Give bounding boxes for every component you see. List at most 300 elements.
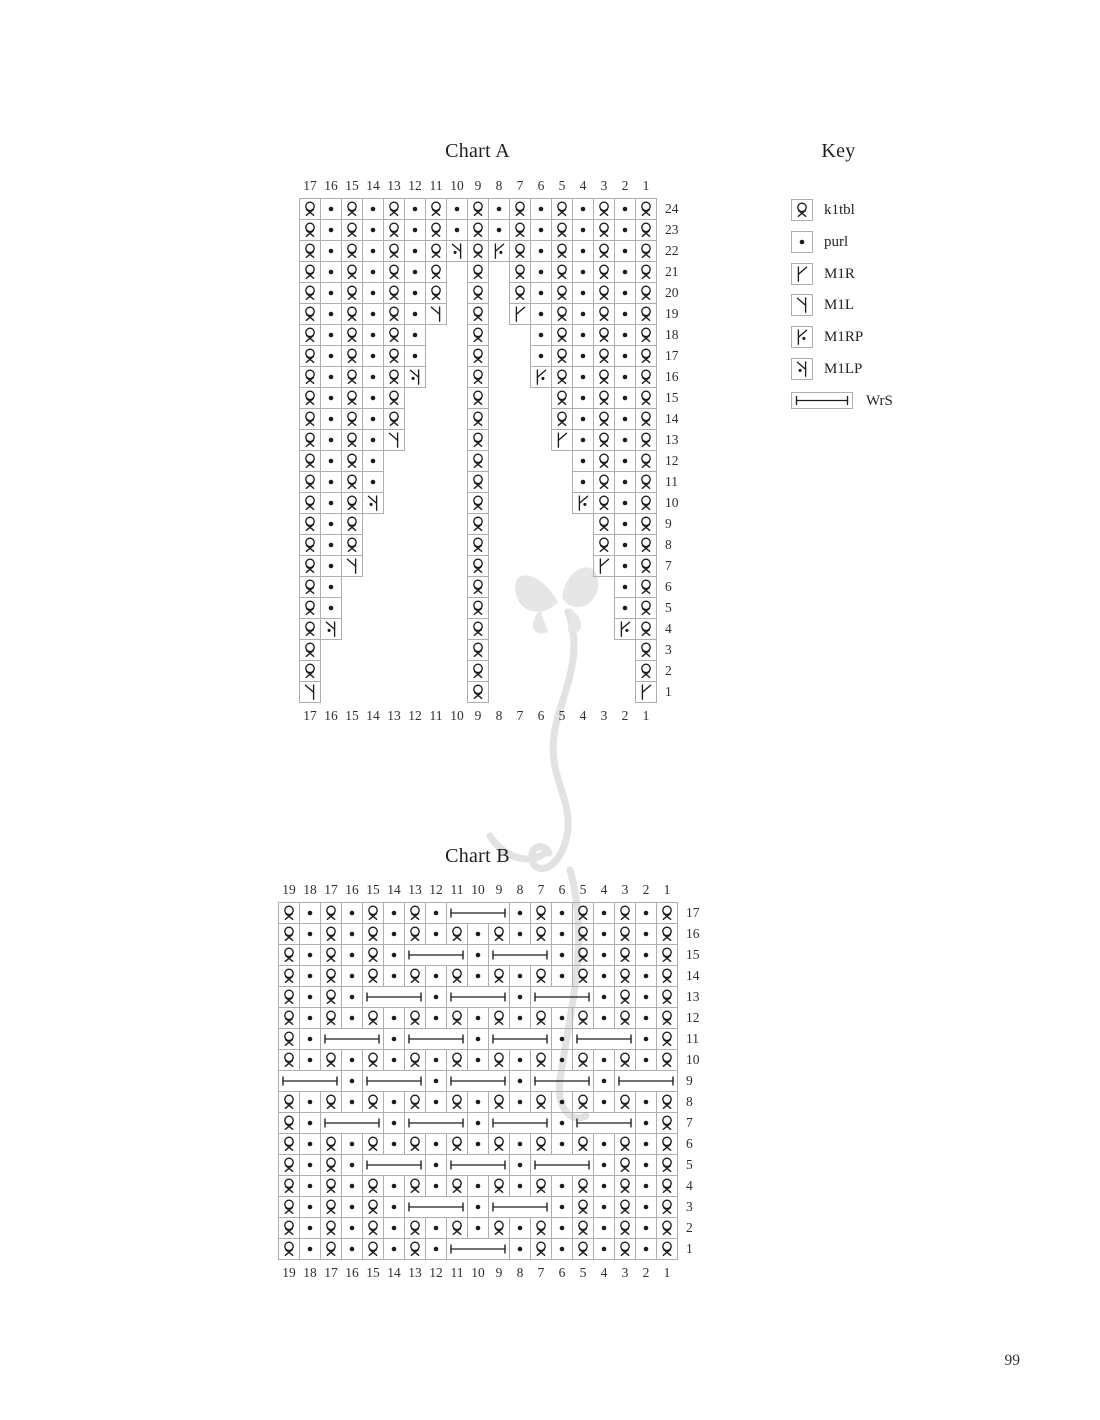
purl-icon <box>573 325 593 345</box>
purl-icon <box>342 1239 362 1259</box>
wrs-icon <box>363 987 425 1007</box>
cell-k1tbl <box>530 1238 552 1260</box>
m1r-icon <box>792 264 812 284</box>
cell-k1tbl <box>299 219 321 241</box>
cell-purl <box>551 902 573 924</box>
cell-k1tbl <box>467 282 489 304</box>
cell-k1tbl <box>488 1049 510 1071</box>
wrs-icon <box>489 945 551 965</box>
cell-wrs <box>362 986 426 1008</box>
k1tbl-icon <box>342 430 362 450</box>
purl-icon <box>636 1155 656 1175</box>
cell-k1tbl <box>446 1217 468 1239</box>
k1tbl-icon <box>342 325 362 345</box>
purl-icon <box>552 1113 572 1133</box>
cell-k1tbl <box>635 219 657 241</box>
cell-k1tbl <box>383 387 405 409</box>
purl-icon <box>636 1113 656 1133</box>
purl-icon <box>615 283 635 303</box>
k1tbl-icon <box>531 1092 551 1112</box>
cell-purl <box>341 1049 363 1071</box>
k1tbl-icon <box>468 409 488 429</box>
col-label: 14 <box>387 882 401 897</box>
k1tbl-icon <box>279 1134 299 1154</box>
cell-purl <box>362 450 384 472</box>
k1tbl-icon <box>573 1218 593 1238</box>
cell-k1tbl <box>362 1091 384 1113</box>
k1tbl-icon <box>489 924 509 944</box>
cell-k1tbl <box>404 923 426 945</box>
cell-purl <box>320 471 342 493</box>
cell-purl <box>572 345 594 367</box>
k1tbl-icon <box>636 409 656 429</box>
cell-k1tbl <box>278 1238 300 1260</box>
key-symbol-box <box>791 358 813 380</box>
k1tbl-icon <box>573 1176 593 1196</box>
cell-k1tbl <box>614 1049 636 1071</box>
cell-k1tbl <box>299 639 321 661</box>
cell-m1rp <box>488 240 510 262</box>
cell-k1tbl <box>278 944 300 966</box>
k1tbl-icon <box>510 199 530 219</box>
cell-k1tbl <box>278 923 300 945</box>
row-label: 16 <box>686 926 700 941</box>
m1r-icon <box>552 430 572 450</box>
col-label: 4 <box>600 882 608 897</box>
cell-purl <box>614 324 636 346</box>
wrs-icon <box>447 1071 509 1091</box>
k1tbl-icon <box>363 903 383 923</box>
purl-icon <box>615 472 635 492</box>
purl-icon <box>426 1071 446 1091</box>
k1tbl-icon <box>468 241 488 261</box>
k1tbl-icon <box>279 1008 299 1028</box>
cell-purl <box>362 345 384 367</box>
cell-purl <box>320 261 342 283</box>
cell-purl <box>593 1049 615 1071</box>
k1tbl-icon <box>363 1197 383 1217</box>
col-label: 19 <box>282 882 296 897</box>
col-label: 4 <box>600 1265 608 1280</box>
k1tbl-icon <box>447 966 467 986</box>
purl-icon <box>363 304 383 324</box>
purl-icon <box>573 430 593 450</box>
k1tbl-icon <box>363 966 383 986</box>
cell-k1tbl <box>341 366 363 388</box>
cell-k1tbl <box>446 1133 468 1155</box>
purl-icon <box>405 346 425 366</box>
k1tbl-icon <box>531 966 551 986</box>
row-label: 13 <box>686 989 700 1004</box>
col-label: 5 <box>579 1265 587 1280</box>
purl-icon <box>321 220 341 240</box>
cell-purl <box>530 198 552 220</box>
cell-purl <box>341 1070 363 1092</box>
purl-icon <box>342 1176 362 1196</box>
wrs-icon <box>615 1071 677 1091</box>
cell-purl <box>509 1049 531 1071</box>
k1tbl-icon <box>636 493 656 513</box>
purl-icon <box>594 1008 614 1028</box>
purl-icon <box>531 346 551 366</box>
purl-icon <box>363 388 383 408</box>
k1tbl-icon <box>342 367 362 387</box>
cell-purl <box>551 1049 573 1071</box>
k1tbl-icon <box>552 262 572 282</box>
cell-purl <box>299 1217 321 1239</box>
k1tbl-icon <box>405 1092 425 1112</box>
cell-k1tbl <box>593 219 615 241</box>
cell-purl <box>572 240 594 262</box>
k1tbl-icon <box>300 577 320 597</box>
cell-purl <box>488 219 510 241</box>
k1tbl-icon <box>573 903 593 923</box>
m1lp-icon <box>363 493 383 513</box>
cell-k1tbl <box>299 471 321 493</box>
cell-k1tbl <box>509 282 531 304</box>
k1tbl-icon <box>489 1008 509 1028</box>
cell-k1tbl <box>572 965 594 987</box>
cell-k1tbl <box>299 492 321 514</box>
purl-icon <box>615 241 635 261</box>
cell-purl <box>488 198 510 220</box>
purl-icon <box>363 472 383 492</box>
purl-icon <box>426 903 446 923</box>
cell-k1tbl <box>572 1091 594 1113</box>
k1tbl-icon <box>573 1050 593 1070</box>
cell-purl <box>551 1028 573 1050</box>
cell-purl <box>425 1049 447 1071</box>
col-label: 11 <box>429 178 443 193</box>
cell-k1tbl <box>404 965 426 987</box>
row-label: 9 <box>686 1073 693 1088</box>
cell-k1tbl <box>320 902 342 924</box>
cell-m1l <box>425 303 447 325</box>
col-label: 7 <box>537 882 545 897</box>
purl-icon <box>573 451 593 471</box>
cell-k1tbl <box>551 261 573 283</box>
purl-icon <box>552 1029 572 1049</box>
cell-k1tbl <box>614 944 636 966</box>
purl-icon <box>573 472 593 492</box>
cell-purl <box>635 923 657 945</box>
k1tbl-icon <box>468 661 488 681</box>
purl-icon <box>384 1218 404 1238</box>
wrs-icon <box>793 393 851 408</box>
cell-purl <box>299 1238 321 1260</box>
cell-k1tbl <box>299 660 321 682</box>
row-label: 10 <box>686 1052 700 1067</box>
cell-purl <box>509 1154 531 1176</box>
cell-k1tbl <box>551 345 573 367</box>
cell-k1tbl <box>320 1007 342 1029</box>
col-label: 7 <box>516 708 524 723</box>
k1tbl-icon <box>405 903 425 923</box>
cell-wrs <box>488 944 552 966</box>
k1tbl-icon <box>321 1239 341 1259</box>
cell-k1tbl <box>404 1091 426 1113</box>
wrs-icon <box>489 1113 551 1133</box>
k1tbl-icon <box>300 535 320 555</box>
k1tbl-icon <box>468 682 488 702</box>
cell-purl <box>383 1007 405 1029</box>
k1tbl-icon <box>594 262 614 282</box>
cell-k1tbl <box>278 1217 300 1239</box>
purl-icon <box>615 325 635 345</box>
cell-k1tbl <box>593 198 615 220</box>
cell-purl <box>572 303 594 325</box>
purl-icon <box>573 388 593 408</box>
cell-purl <box>614 408 636 430</box>
purl-icon <box>510 903 530 923</box>
k1tbl-icon <box>468 304 488 324</box>
cell-purl <box>341 1175 363 1197</box>
purl-icon <box>384 966 404 986</box>
row-label: 8 <box>686 1094 693 1109</box>
k1tbl-icon <box>573 1197 593 1217</box>
cell-k1tbl <box>299 618 321 640</box>
cell-purl <box>320 303 342 325</box>
k1tbl-icon <box>594 493 614 513</box>
cell-wrs <box>404 1112 468 1134</box>
cell-purl <box>530 240 552 262</box>
wrs-icon <box>363 1071 425 1091</box>
purl-icon <box>468 1218 488 1238</box>
k1tbl-icon <box>300 430 320 450</box>
k1tbl-icon <box>279 1050 299 1070</box>
purl-icon <box>552 903 572 923</box>
k1tbl-icon <box>615 1197 635 1217</box>
m1rp-icon <box>489 241 509 261</box>
k1tbl-icon <box>531 1134 551 1154</box>
purl-icon <box>615 514 635 534</box>
col-label: 17 <box>303 178 317 193</box>
cell-purl <box>467 1217 489 1239</box>
purl-icon <box>594 1134 614 1154</box>
cell-k1tbl <box>635 324 657 346</box>
cell-k1tbl <box>614 1091 636 1113</box>
purl-icon <box>615 577 635 597</box>
row-label: 7 <box>686 1115 693 1130</box>
purl-icon <box>363 346 383 366</box>
k1tbl-icon <box>321 1008 341 1028</box>
key-symbol-box <box>791 392 853 409</box>
cell-k1tbl <box>509 219 531 241</box>
m1rp-icon <box>573 493 593 513</box>
cell-purl <box>509 1175 531 1197</box>
col-label: 12 <box>408 708 422 723</box>
k1tbl-icon <box>363 1218 383 1238</box>
cell-purl <box>362 471 384 493</box>
cell-purl <box>362 261 384 283</box>
k1tbl-icon <box>489 966 509 986</box>
purl-icon <box>531 262 551 282</box>
cell-purl <box>320 198 342 220</box>
purl-icon <box>468 966 488 986</box>
purl-icon <box>426 1134 446 1154</box>
col-label: 7 <box>537 1265 545 1280</box>
purl-icon <box>510 1176 530 1196</box>
cell-purl <box>614 261 636 283</box>
cell-purl <box>614 450 636 472</box>
k1tbl-icon <box>363 945 383 965</box>
key-item-label: M1RP <box>824 329 864 345</box>
k1tbl-icon <box>300 388 320 408</box>
cell-k1tbl <box>635 576 657 598</box>
row-label: 1 <box>665 684 672 699</box>
row-label: 11 <box>686 1031 699 1046</box>
purl-icon <box>363 199 383 219</box>
k1tbl-icon <box>279 1113 299 1133</box>
k1tbl-icon <box>636 430 656 450</box>
cell-purl <box>425 1154 447 1176</box>
cell-purl <box>530 261 552 283</box>
col-label: 19 <box>282 1265 296 1280</box>
k1tbl-icon <box>531 1239 551 1259</box>
purl-icon <box>468 1050 488 1070</box>
k1tbl-icon <box>468 430 488 450</box>
col-label: 14 <box>366 708 380 723</box>
cell-wrs <box>404 944 468 966</box>
k1tbl-icon <box>321 903 341 923</box>
k1tbl-icon <box>531 1176 551 1196</box>
purl-icon <box>552 1134 572 1154</box>
cell-purl <box>635 1196 657 1218</box>
cell-k1tbl <box>299 408 321 430</box>
col-label: 18 <box>303 1265 317 1280</box>
purl-icon <box>384 1050 404 1070</box>
col-label: 16 <box>324 708 338 723</box>
k1tbl-icon <box>300 241 320 261</box>
purl-icon <box>636 924 656 944</box>
m1lp-icon <box>405 367 425 387</box>
cell-k1tbl <box>278 965 300 987</box>
cell-purl <box>320 324 342 346</box>
cell-k1tbl <box>341 345 363 367</box>
cell-k1tbl <box>467 408 489 430</box>
cell-k1tbl <box>362 944 384 966</box>
row-label: 21 <box>665 264 679 279</box>
cell-k1tbl <box>383 303 405 325</box>
cell-purl <box>572 429 594 451</box>
cell-purl <box>593 923 615 945</box>
purl-icon <box>468 1113 488 1133</box>
cell-k1tbl <box>320 1217 342 1239</box>
row-label: 2 <box>686 1220 693 1235</box>
col-label: 17 <box>324 882 338 897</box>
k1tbl-icon <box>657 903 677 923</box>
cell-k1tbl <box>341 303 363 325</box>
cell-k1tbl <box>635 555 657 577</box>
purl-icon <box>594 903 614 923</box>
purl-icon <box>615 598 635 618</box>
cell-purl <box>467 944 489 966</box>
cell-purl <box>320 429 342 451</box>
cell-purl <box>509 965 531 987</box>
k1tbl-icon <box>636 346 656 366</box>
k1tbl-icon <box>405 1239 425 1259</box>
purl-icon <box>636 1197 656 1217</box>
col-label: 18 <box>303 882 317 897</box>
row-label: 4 <box>686 1178 693 1193</box>
col-label: 9 <box>474 178 482 193</box>
cell-k1tbl <box>320 1049 342 1071</box>
cell-k1tbl <box>341 198 363 220</box>
cell-purl <box>467 1133 489 1155</box>
cell-k1tbl <box>635 513 657 535</box>
purl-icon <box>510 1218 530 1238</box>
k1tbl-icon <box>573 1092 593 1112</box>
purl-icon <box>300 903 320 923</box>
purl-icon <box>447 220 467 240</box>
purl-icon <box>636 945 656 965</box>
cell-purl <box>593 902 615 924</box>
wrs-icon <box>531 987 593 1007</box>
cell-k1tbl <box>593 387 615 409</box>
k1tbl-icon <box>657 1029 677 1049</box>
purl-icon <box>594 1239 614 1259</box>
k1tbl-icon <box>342 451 362 471</box>
cell-purl <box>551 1133 573 1155</box>
k1tbl-icon <box>573 945 593 965</box>
cell-k1tbl <box>614 1133 636 1155</box>
cell-k1tbl <box>446 923 468 945</box>
cell-k1tbl <box>383 198 405 220</box>
cell-purl <box>635 944 657 966</box>
cell-m1l <box>341 555 363 577</box>
cell-wrs <box>320 1028 384 1050</box>
k1tbl-icon <box>615 1008 635 1028</box>
cell-k1tbl <box>551 303 573 325</box>
cell-purl <box>551 1238 573 1260</box>
k1tbl-icon <box>279 924 299 944</box>
cell-k1tbl <box>530 923 552 945</box>
row-label: 5 <box>686 1157 693 1172</box>
col-label: 3 <box>621 1265 629 1280</box>
k1tbl-icon <box>594 535 614 555</box>
purl-icon <box>573 283 593 303</box>
wrs-icon <box>405 945 467 965</box>
col-label: 15 <box>345 178 359 193</box>
purl-icon <box>426 1239 446 1259</box>
cell-wrs <box>446 1238 510 1260</box>
cell-k1tbl <box>383 324 405 346</box>
k1tbl-icon <box>468 535 488 555</box>
purl-icon <box>321 493 341 513</box>
k1tbl-icon <box>636 514 656 534</box>
k1tbl-icon <box>531 903 551 923</box>
cell-m1lp <box>446 240 468 262</box>
cell-k1tbl <box>656 1175 678 1197</box>
cell-k1tbl <box>278 1133 300 1155</box>
cell-purl <box>614 513 636 535</box>
cell-purl <box>614 345 636 367</box>
k1tbl-icon <box>489 1134 509 1154</box>
k1tbl-icon <box>279 903 299 923</box>
cell-purl <box>635 1049 657 1071</box>
purl-icon <box>636 1218 656 1238</box>
cell-k1tbl <box>362 1049 384 1071</box>
key-symbol-box <box>791 263 813 285</box>
purl-icon <box>552 945 572 965</box>
cell-wrs <box>488 1028 552 1050</box>
cell-purl <box>320 513 342 535</box>
cell-purl <box>299 944 321 966</box>
k1tbl-icon <box>615 1176 635 1196</box>
cell-k1tbl <box>656 1091 678 1113</box>
row-label: 5 <box>665 600 672 615</box>
cell-purl <box>320 450 342 472</box>
